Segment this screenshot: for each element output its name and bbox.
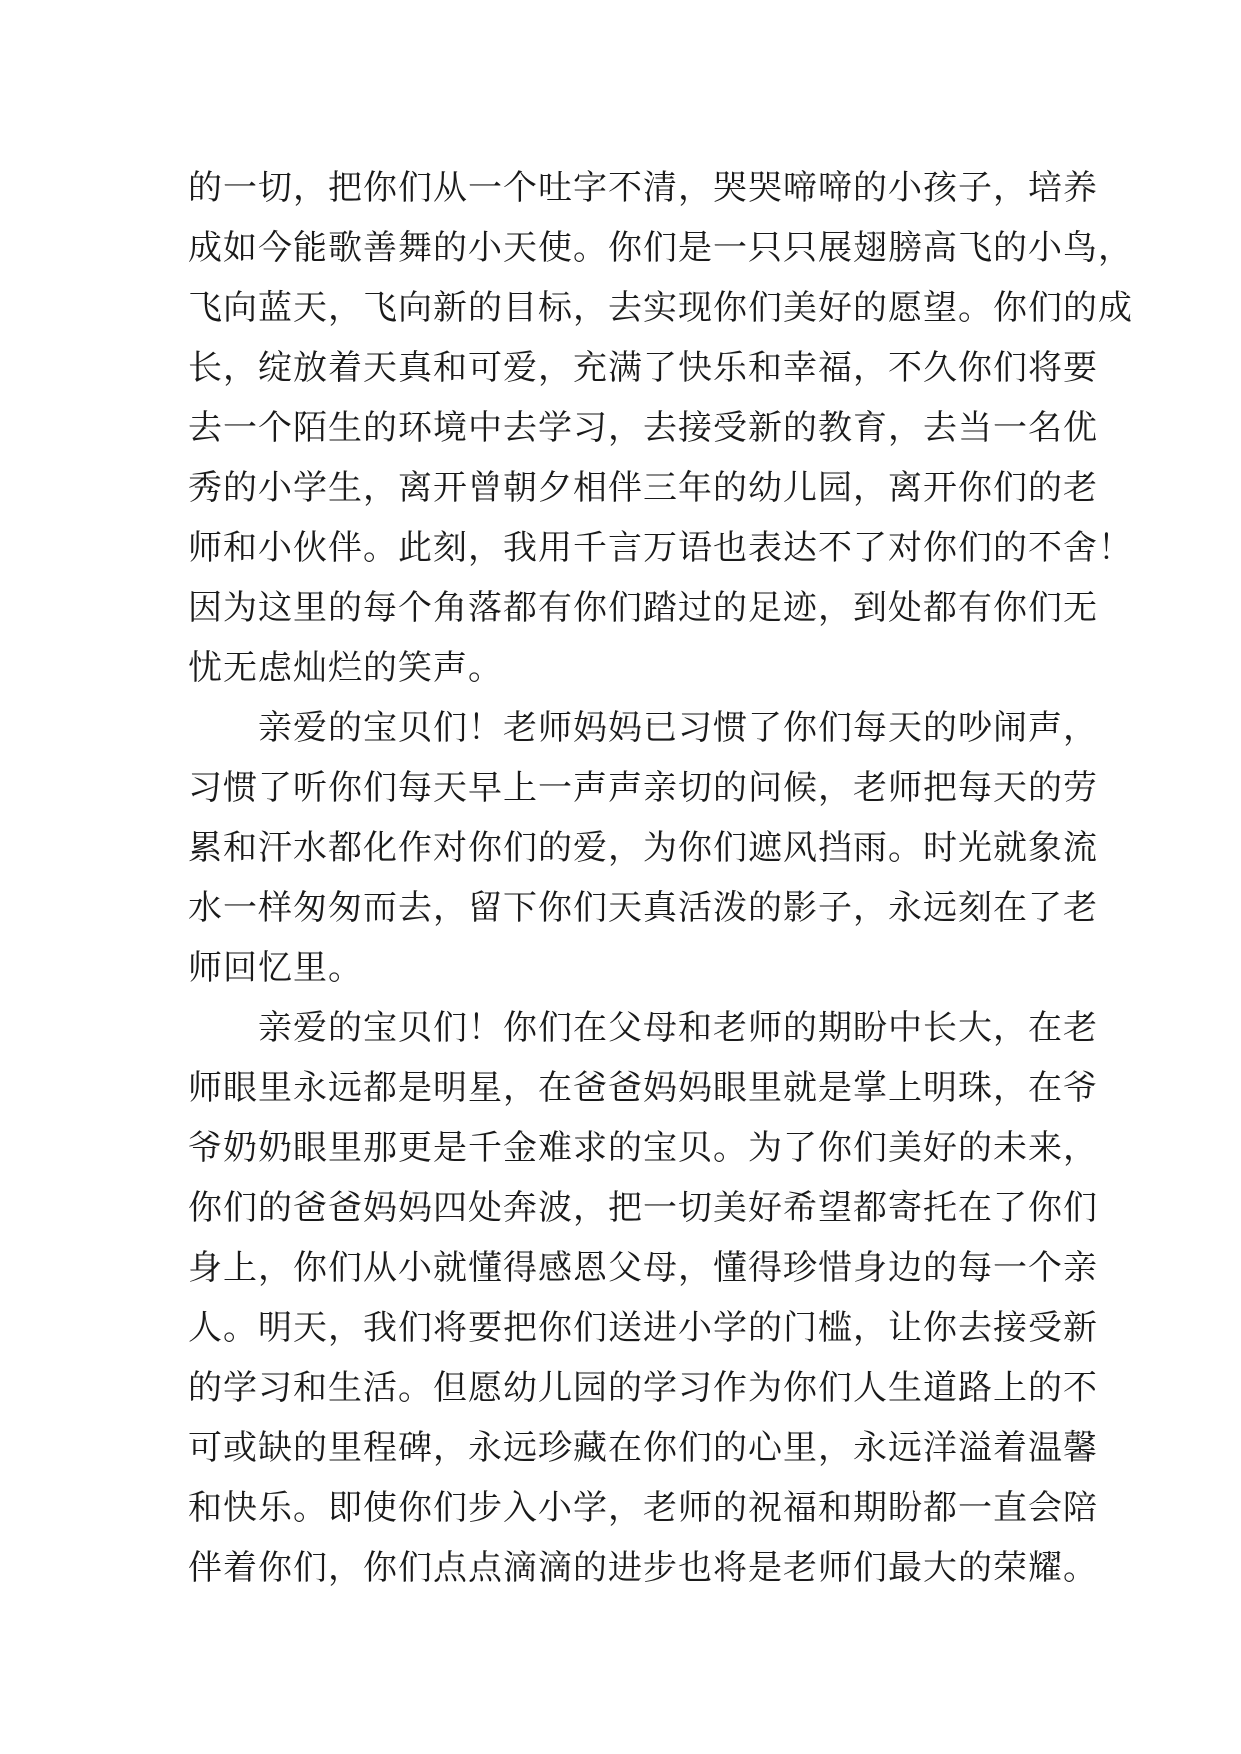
text-line: 忧无虑灿烂的笑声。 [188, 648, 503, 688]
text-line: 伴着你们，你们点点滴滴的进步也将是老师们最大的荣耀。 [188, 1548, 1098, 1588]
text-line: 的学习和生活。但愿幼儿园的学习作为你们人生道路上的不 [188, 1368, 1098, 1408]
text-line: 水一样匆匆而去，留下你们天真活泼的影子，永远刻在了老 [188, 888, 1098, 928]
text-line: 师回忆里。 [188, 948, 363, 988]
text-line: 成如今能歌善舞的小天使。你们是一只只展翅膀高飞的小鸟， [188, 228, 1133, 268]
text-line: 师和小伙伴。此刻，我用千言万语也表达不了对你们的不舍！ [188, 528, 1133, 568]
text-line: 秀的小学生，离开曾朝夕相伴三年的幼儿园，离开你们的老 [188, 468, 1098, 508]
text-line: 长，绽放着天真和可爱，充满了快乐和幸福，不久你们将要 [188, 348, 1098, 388]
text-line: 飞向蓝天，飞向新的目标，去实现你们美好的愿望。你们的成 [188, 288, 1133, 328]
paragraph-start-line: 亲爱的宝贝们！老师妈妈已习惯了你们每天的吵闹声， [258, 708, 1098, 748]
text-line: 累和汗水都化作对你们的爱，为你们遮风挡雨。时光就象流 [188, 828, 1098, 868]
text-line: 身上，你们从小就懂得感恩父母，懂得珍惜身边的每一个亲 [188, 1248, 1098, 1288]
paragraph-start-line: 亲爱的宝贝们！你们在父母和老师的期盼中长大，在老 [258, 1008, 1098, 1048]
text-line: 和快乐。即使你们步入小学，老师的祝福和期盼都一直会陪 [188, 1488, 1098, 1528]
text-line: 师眼里永远都是明星，在爸爸妈妈眼里就是掌上明珠，在爷 [188, 1068, 1098, 1108]
text-line: 因为这里的每个角落都有你们踏过的足迹，到处都有你们无 [188, 588, 1098, 628]
text-line: 去一个陌生的环境中去学习，去接受新的教育，去当一名优 [188, 408, 1098, 448]
text-line: 人。明天，我们将要把你们送进小学的门槛，让你去接受新 [188, 1308, 1098, 1348]
body-text [188, 158, 1133, 1598]
text-line: 你们的爸爸妈妈四处奔波，把一切美好希望都寄托在了你们 [188, 1188, 1098, 1228]
text-line: 习惯了听你们每天早上一声声亲切的问候，老师把每天的劳 [188, 768, 1098, 808]
text-line: 的一切，把你们从一个吐字不清，哭哭啼啼的小孩子，培养 [188, 168, 1098, 208]
text-line: 爷奶奶眼里那更是千金难求的宝贝。为了你们美好的未来， [188, 1128, 1098, 1168]
text-line: 可或缺的里程碑，永远珍藏在你们的心里，永远洋溢着温馨 [188, 1428, 1098, 1468]
